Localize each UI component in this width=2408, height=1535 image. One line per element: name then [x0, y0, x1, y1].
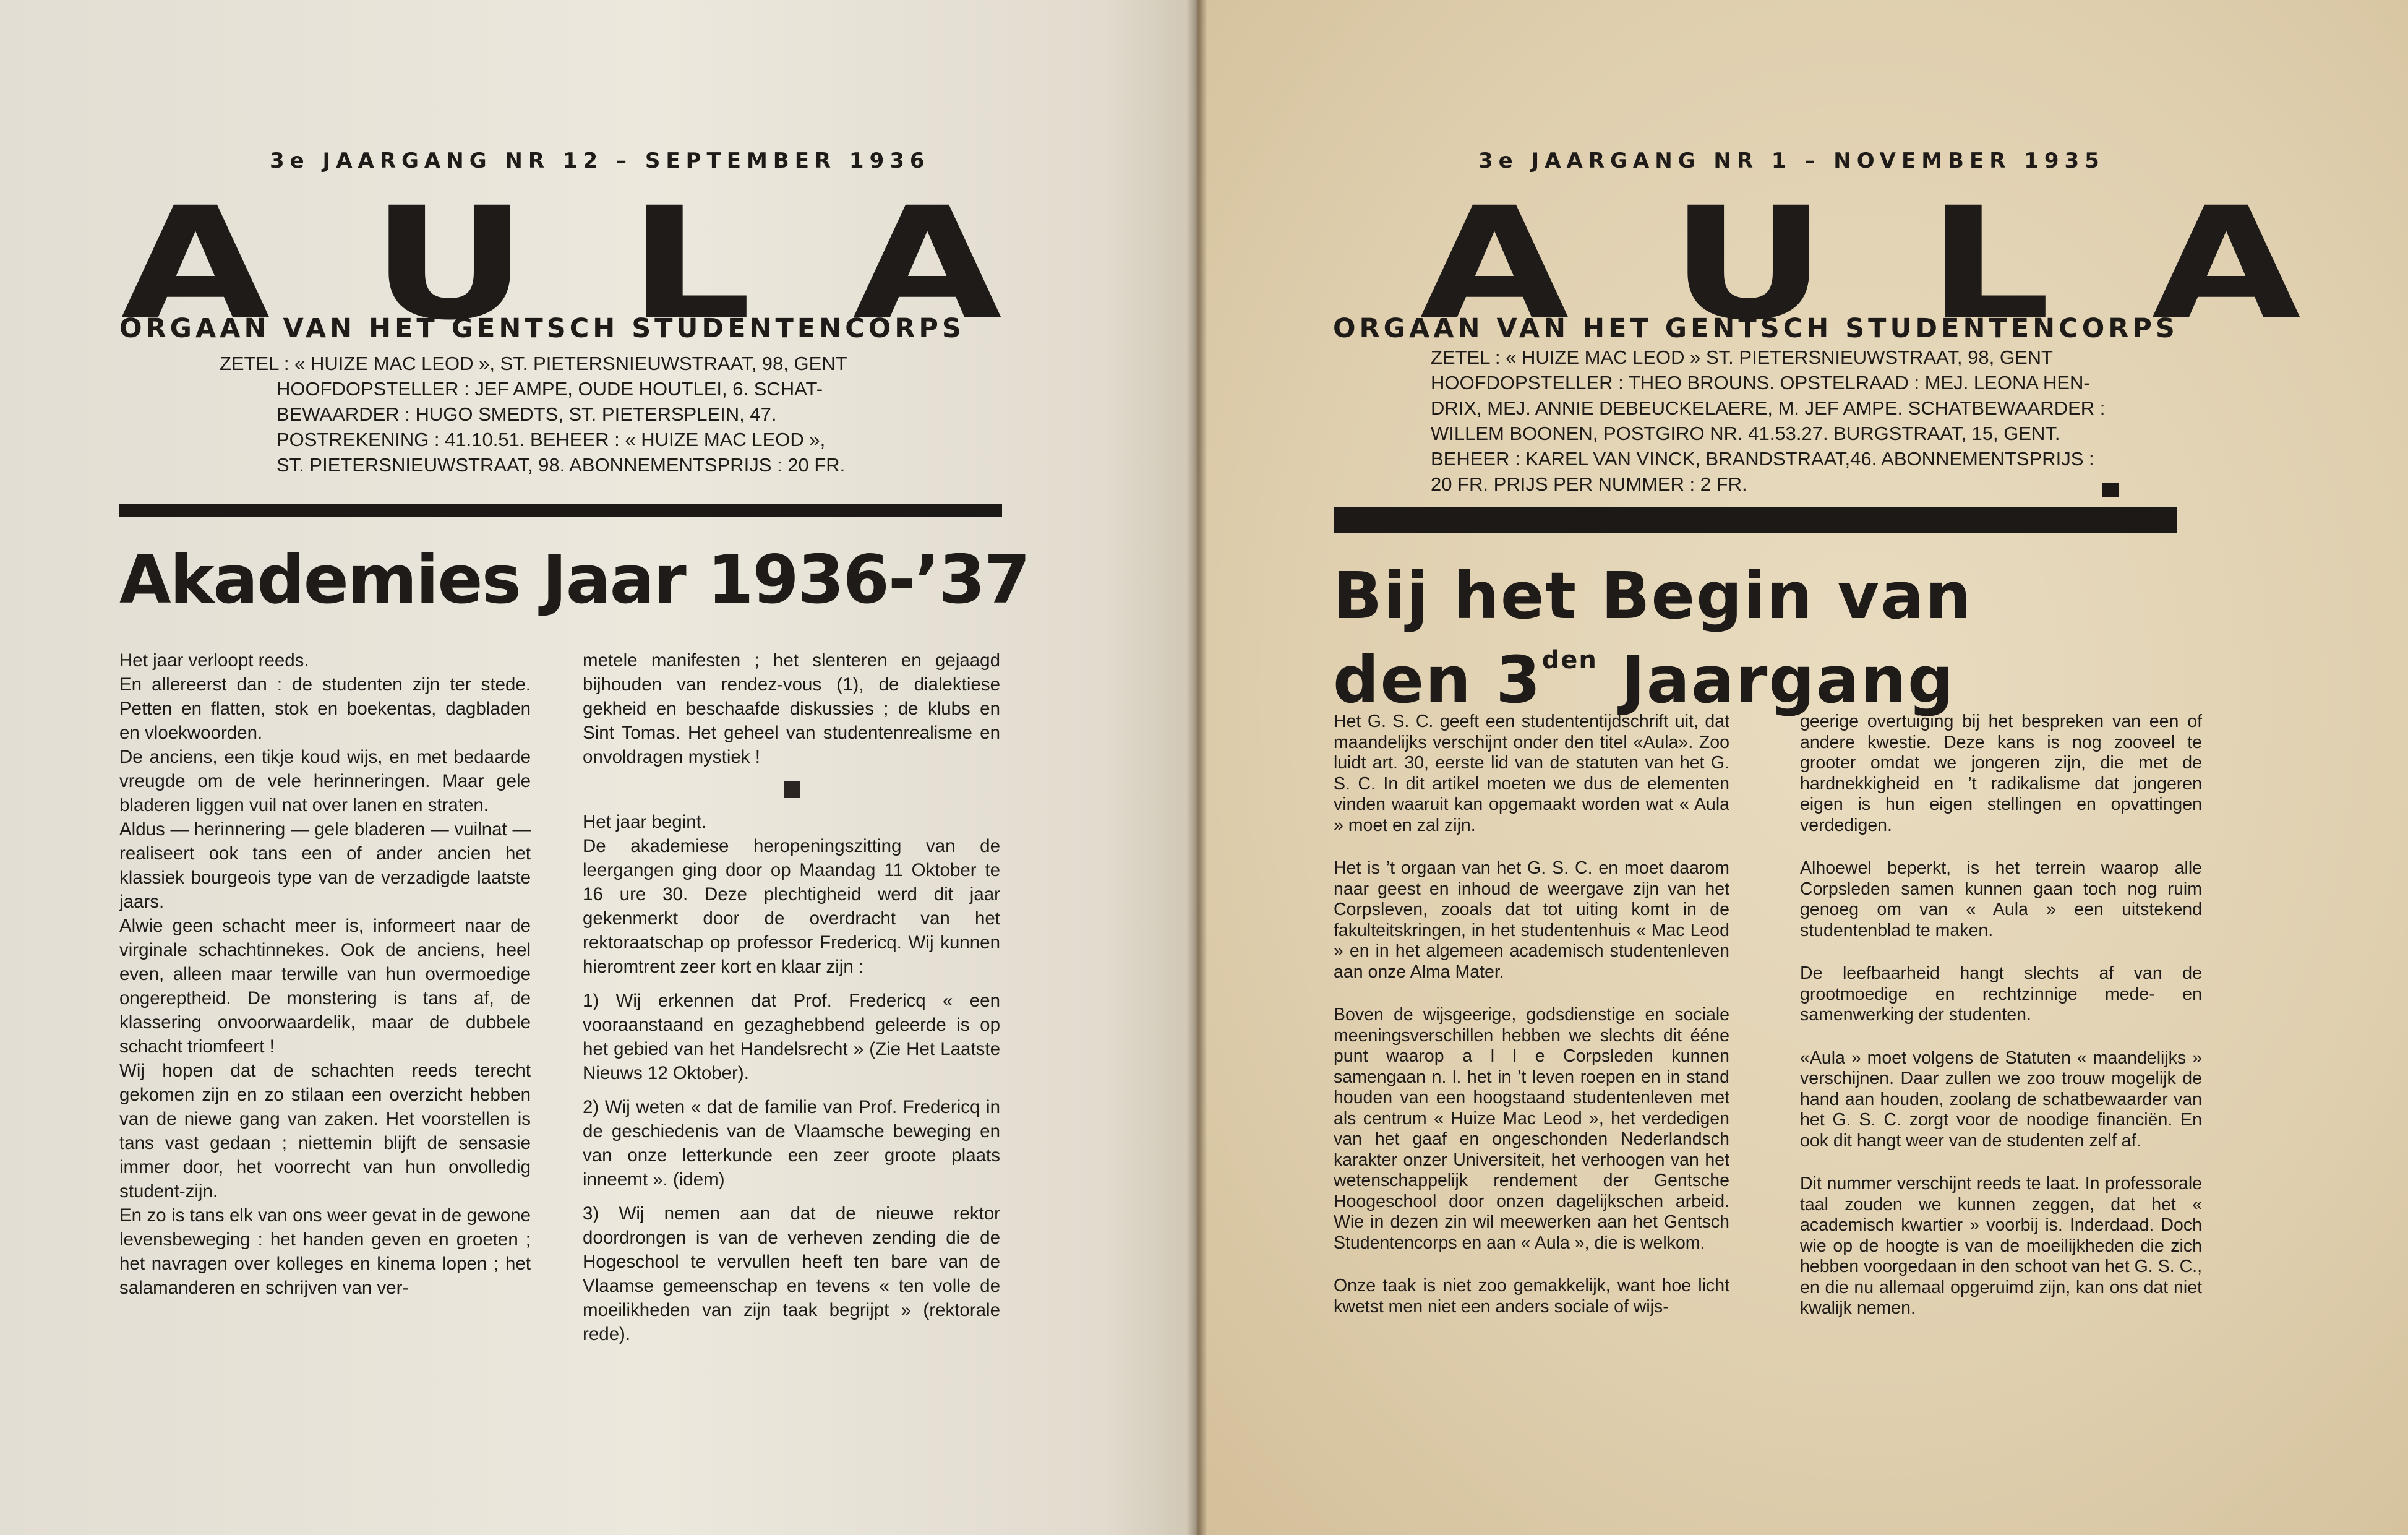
article-column-1 [1334, 712, 1729, 1317]
paragraph: Het G. S. C. geeft een studententijdschrift uit, dat maandelijks verschijnt onder den titel «Aula». Zoo luidt art. 30, eerste lid van de statuten van het G. S. C. In dit artikel moeten we dus de elementen vinden waaruit kan opgemaakt worden wat « Aula » moet en zal zijn. [1334, 712, 1729, 835]
colophon [1431, 345, 2105, 497]
paragraph: De akademiese heropeningszitting van de leergangen ging door op Maandag 11 Oktober te 16 ure 30. Deze plechtigheid werd dit jaar gekenmerkt door de overdracht van het rektoraatschap op professor Fredericq. Wij kunnen hieromtrent zeer kort en klaar zijn : [583, 836, 1000, 977]
paragraph: Onze taak is niet zoo gemakkelijk, want hoe licht kwetst men niet een anders sociale of wijs- [1334, 1276, 1729, 1317]
paragraph: En zo is tans elk van ons weer gevat in de gewone levensbeweging : het handen geven en groeten ; het navragen over kolleges en kinema lopen ; het salamanderen en schrijven van ver- [119, 1205, 531, 1298]
colophon-line: WILLEM BOONEN, POSTGIRO NR. 41.53.27. BURGSTRAAT, 15, GENT. [1431, 423, 2060, 444]
paragraph: 3) Wij nemen aan dat de nieuwe rektor doordrongen is van de verheven zending die de Hogeschool te vervullen heeft ten bare van de Vlaamse gemeenschap en tevens « ten volle de moeilikheden van zijn taak begrijpt » (rektorale rede). [583, 1203, 1000, 1344]
organ-line: ORGAAN VAN HET GENTSCH STUDENTENCORPS [1333, 313, 2179, 344]
paragraph: Alwie geen schacht meer is, informeert naar de virginale schachtinnekes. Ook de anciens, heel even, alleen maar terwille van hun overmoedige ongereptheid. De monstering is tans af, de klassering onvoorwaardelik, maar de dubbele schacht triomfeert ! [119, 916, 531, 1057]
colophon-line: POSTREKENING : 41.10.51. BEHEER : « HUIZE MAC LEOD », [276, 429, 826, 450]
paragraph: 2) Wij weten « dat de familie van Prof. Fredericq in de geschiedenis van de Vlaamsche beweging en van onze letterkunde een zeer groote plaats inneemt ». (idem) [583, 1097, 1000, 1190]
colophon-line: HOOFDOPSTELLER : JEF AMPE, OUDE HOUTLEI, 6. SCHAT- [276, 378, 823, 400]
paragraph: Het is ’t orgaan van het G. S. C. en moet daarom naar geest en inhoud de weergave zijn van het Corpsleven, zooals dat tot uiting komt in de fakulteitskringen, in het studentenhuis « Mac Leod » en in het algemeen academisch studentenleven aan onze Alma Mater. [1334, 858, 1729, 982]
paragraph: En allereerst dan : de studenten zijn ter stede. Petten en flatten, stok en boekentas, dagbladen en vloekwoorden. [119, 674, 531, 743]
paragraph: Aldus — herinnering — gele bladeren — vuilnat — realiseert ook tans een of ander ancien het klassiek bourgeois type van de verzadigde laatste jaars. [119, 819, 531, 912]
paragraph: Het jaar begint. [583, 812, 707, 832]
issue-line: 3e JAARGANG NR 1 – NOVEMBER 1935 [1478, 148, 2105, 173]
paragraph: 1) Wij erkennen dat Prof. Fredericq « een vooraanstaand en gezaghebbend geleerde is op het gebied van het Handelsrecht » (Zie Het Laatste Nieuws 12 Oktober). [583, 991, 1000, 1083]
colophon-mark [2102, 483, 2119, 497]
paragraph: metele manifesten ; het slenteren en gejaagd bijhouden van rendez-vous (1), de dialektiese gekheid en beschaafde diskussies ; de klubs en Sint Tomas. Het geheel van studentenrealisme en onvoldragen mystiek ! [583, 650, 1000, 767]
colophon-line: BEWAARDER : HUGO SMEDTS, ST. PIETERSPLEIN, 47. [276, 403, 777, 425]
colophon-line: 20 FR. PRIJS PER NUMMER : 2 FR. [1431, 473, 1747, 495]
masthead-letter: U [371, 174, 528, 354]
headline-superscript: den [1541, 646, 1598, 674]
masthead-letter: A [2151, 174, 2301, 354]
colophon-line: HOOFDOPSTELLER : THEO BROUNS. OPSTELRAAD : MEJ. LEONA HEN- [1431, 372, 2090, 393]
colophon-line: ZETEL : « HUIZE MAC LEOD », ST. PIETERSNIEUWSTRAAT, 98, GENT [220, 353, 847, 374]
masthead-rule [119, 504, 1002, 517]
masthead-letter: U [1669, 174, 1827, 354]
paragraph: «Aula » moet volgens de Statuten « maandelijks » verschijnen. Daar zullen we zoo trouw mogelijk de hand aan houden, zoolang de schatbewaarder van het G. S. C. zorgt voor de noodige financiën. En ook dit hangt weer van de studenten zelf af. [1800, 1047, 2202, 1151]
headline-part: den 3 [1333, 642, 1542, 718]
left-page-sept-1936 [0, 0, 1197, 1535]
book-gutter [1186, 0, 1207, 1535]
masthead-letter: A [1420, 174, 1569, 354]
article-headline: Akademies Jaar 1936-’37 [119, 541, 1030, 619]
paragraph: Het jaar verloopt reeds. [119, 650, 309, 671]
article-column-2 [583, 648, 1000, 1346]
colophon-line: BEHEER : KAREL VAN VINCK, BRANDSTRAAT,46. ABONNEMENTSPRIJS : [1431, 448, 2094, 470]
issue-line: 3e JAARGANG NR 12 – SEPTEMBER 1936 [270, 148, 930, 173]
masthead-letter: A [852, 174, 1002, 354]
article-column-2 [1800, 712, 2202, 1319]
paragraph: Boven de wijsgeerige, godsdienstige en sociale meeningsverschillen hebben we slechts dit ééne punt waarop a l l e Corpsleden kunnen samengaan n. l. het in ’t leven roepen en in stand houden van een hoogstaand studentenleven met als centrum « Huize Mac Leod », het verdedigen van het gaaf en ongeschonden Nederlandsch karakter onzer Universiteit, het verhoogen van het wetenschappelijk rendement der Gentsche Hoogeschool door onzen dagelijkschen arbeid. Wie in dezen zin wil meewerken aan het Gentsch Studentencorps en aan « Aula », die is welkom. [1334, 1005, 1729, 1253]
colophon-line: ZETEL : « HUIZE MAC LEOD » ST. PIETERSNIEUWSTRAAT, 98, GENT [1431, 346, 2053, 368]
masthead-letter: L [628, 174, 752, 354]
paragraph: Wij hopen dat de schachten reeds terecht gekomen zijn en zo stilaan een overzicht hebben van de niewe gang van zaken. Het voorstellen is tans vast gedaan ; niettemin blijft de sensasie immer door, het voorrecht van hun onvolledig student-zijn. [119, 1060, 531, 1202]
article-headline-line1: Bij het Begin van [1333, 558, 1973, 634]
colophon [220, 351, 847, 478]
paragraph: Alhoewel beperkt, is het terrein waarop alle Corpsleden samen kunnen gaan toch nog ruim genoeg om van « Aula » een uitstekend studentenblad te maken. [1800, 858, 2202, 940]
colophon-line: ST. PIETERSNIEUWSTRAAT, 98. ABONNEMENTSPRIJS : 20 FR. [276, 454, 846, 476]
organ-line: ORGAAN VAN HET GENTSCH STUDENTENCORPS [119, 313, 965, 344]
paragraph: De leefbaarheid hangt slechts af van de grootmoedige en rechtzinnige mede- en samenwerking der studenten. [1800, 963, 2202, 1025]
paragraph: geerige overtuiging bij het bespreken van een of andere kwestie. Deze kans is nog zooveel te grooter omdat we jongeren zijn, die met de hardnekkigheid en ’t radikalisme dat jongeren eigen is hun eigen stellingen en opvattingen verdedigen. [1800, 712, 2202, 835]
article-headline-line2 [1333, 628, 1955, 718]
paragraph: Dit nummer verschijnt reeds te laat. In professorale taal zouden we kunnen zeggen, dat het « academisch kwartier » voorbij is. Inderdaad. Doch wie op de hoogte is van de moeilijkheden die zich hebben voorgedaan in den schoot van het G. S. C., en die nu allemaal opgeruimd zijn, kan ons dat niet kwalijk nemen. [1800, 1174, 2202, 1318]
right-page-nov-1935 [1197, 0, 2408, 1535]
masthead-letter: A [121, 174, 270, 354]
masthead-rule [1334, 507, 2177, 533]
masthead-letter: L [1927, 174, 2051, 354]
paragraph: De anciens, een tikje koud wijs, en met bedaarde vreugde om de vele herinneringen. Maar gele bladeren liggen vuil nat over lanen en straten. [119, 747, 531, 815]
colophon-line: DRIX, MEJ. ANNIE DEBEUCKELAERE, M. JEF AMPE. SCHATBEWAARDER : [1431, 397, 2106, 419]
headline-part: Jaargang [1597, 642, 1955, 718]
article-column-1 [119, 648, 531, 1300]
section-mark [784, 781, 800, 798]
